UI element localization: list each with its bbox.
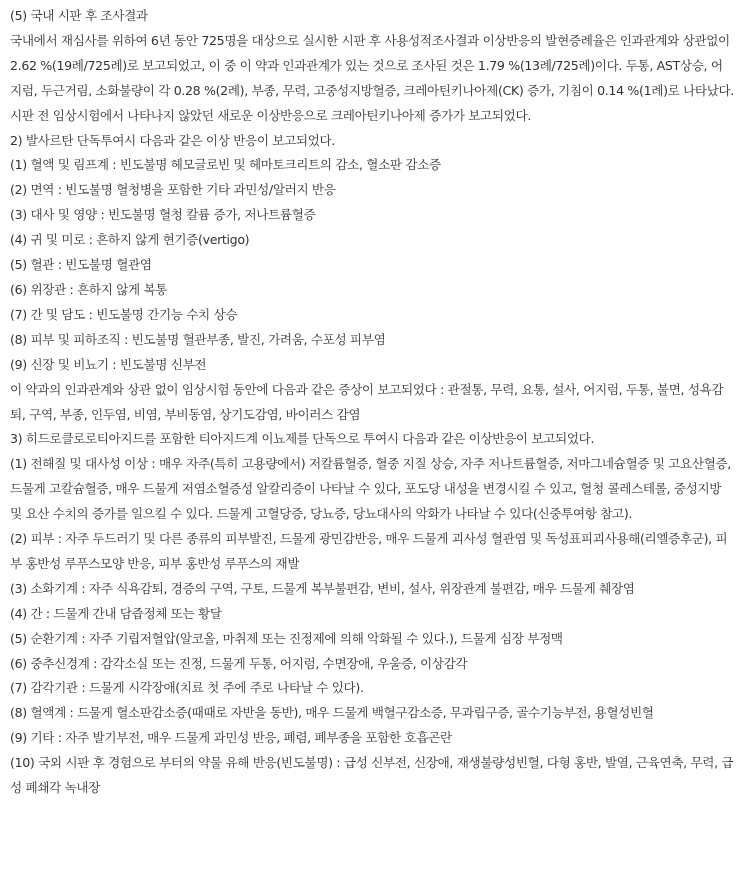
list-item-other: (9) 기타 : 자주 발기부전, 매우 드물게 과민성 반응, 폐렴, 폐부종을 포함한 호흡곤란 — [10, 730, 452, 746]
list-item-digestive: (3) 소화기계 : 자주 식욕감퇴, 경증의 구역, 구토, 드물게 복부불편감, 변비, 설사, 위장관계 불편감, 매우 드물게 췌장염 — [10, 580, 635, 596]
list-item-sensory: (7) 감각기관 : 드물게 시각장애(치료 첫 주에 주로 나타날 수 있다). — [10, 680, 364, 696]
list-item-circulatory: (5) 순환기계 : 자주 기립저혈압(알코올, 마취제 또는 진정제에 의해 악화될 수 있다.), 드물게 심장 부정맥 — [10, 630, 563, 646]
list-item-ear: (4) 귀 및 미로 : 흔하지 않게 현기증(vertigo) — [10, 232, 250, 248]
section-heading-valsartan: 2) 발사르탄 단독투여시 다음과 같은 이상 반응이 보고되었다. — [10, 132, 336, 148]
list-item-renal: (9) 신장 및 비뇨기 : 빈도불명 신부전 — [10, 356, 207, 372]
list-item-hematologic: (8) 혈액계 : 드물게 혈소판감소증(때때로 자반을 동반), 매우 드물게 백혈구감소증, 무과립구증, 골수기능부전, 용혈성빈혈 — [10, 705, 654, 721]
section-heading-postmarketing-survey: (5) 국내 시판 후 조사결과 — [10, 8, 148, 23]
list-item-immune: (2) 면역 : 빈도불명 혈청병을 포함한 기타 과민성/알러지 반응 — [10, 182, 336, 198]
list-item-overseas-postmarketing: (10) 국외 시판 후 경험으로 부터의 약물 유해 반응(빈도불명) : 급성 신부전, 신장애, 재생불량성빈혈, 다형 홍반, 발열, 근육연축, 무력, 급성 폐쇄각 녹내장 — [10, 755, 734, 796]
list-item-thiazide-skin: (2) 피부 : 자주 두드러기 및 다른 종류의 피부발진, 드물게 광민감반응, 매우 드물게 괴사성 혈관염 및 독성표피괴사용해(리엘증후군), 피부 홍반성 루푸스모양 반응, 피부 홍반성 루푸스의 재발 — [10, 531, 728, 571]
paragraph-postmarketing-results: 국내에서 재심사를 위하여 6년 동안 725명을 대상으로 실시한 시판 후 사용성적조사결과 이상반응의 발현증례율은 인과관계와 상관없이 2.62 %(19례/725례)로 보고되었고, 이 중 이 약과 인과관계가 있는 것으로 조사된 것은 1.79 %(13례/725례)이다. 두통, AST상승, 어지럼, 두근거림, 소화불량이 각 0.28 %(2례), 부종, 무력, 고중성지방혈증, 크레아틴키나아제(CK) 증가, 기침이 0.14 %(1례)로 나타났다. 시판 전 임상시험에서 나타나지 않았던 새로운 이상반응으로 크레아틴키나아제 증가가 보고되었다. — [10, 32, 735, 123]
list-item-metabolism: (3) 대사 및 영양 : 빈도불명 혈청 칼륨 증가, 저나트륨혈증 — [10, 207, 316, 223]
section-heading-thiazide: 3) 히드로클로로티아지드를 포함한 티아지드계 이뇨제를 단독으로 투여시 다음과 같은 이상반응이 보고되었다. — [10, 431, 595, 447]
list-item-vascular: (5) 혈관 : 빈도불명 혈관염 — [10, 257, 152, 273]
list-item-liver: (4) 간 : 드물게 간내 담즙정체 또는 황달 — [10, 605, 222, 621]
list-item-skin: (8) 피부 및 피하조직 : 빈도불명 혈관부종, 발진, 가려움, 수포성 피부염 — [10, 331, 386, 347]
list-item-electrolyte: (1) 전해질 및 대사성 이상 : 매우 자주(특히 고용량에서) 저칼륨혈증, 혈중 지질 상승, 자주 저나트륨혈증, 저마그네슘혈증 및 고요산혈증, 드물게 고칼슘혈증, 매우 드물게 저염소혈증성 알칼리증이 나타날 수 있다, 포도당 내성을 변경시킬 수 있고, 혈청 콜레스테롤, 중성지방 및 요산 수치의 증가를 일으킬 수 있다. 드물게 고혈당증, 당뇨증, 당뇨대사의 악화가 나타날 수 있다(신중투여항 참고). — [10, 456, 731, 522]
paragraph-clinical-trial-symptoms: 이 약과의 인과관계와 상관 없이 임상시험 동안에 다음과 같은 증상이 보고되었다 : 관절통, 무력, 요통, 설사, 어지럼, 두통, 불면, 성욕감퇴, 구역, 부종, 인두염, 비염, 부비동염, 상기도감염, 바이러스 감염 — [10, 381, 724, 422]
list-item-cns: (6) 중추신경계 : 감각소실 또는 진정, 드물게 두통, 어지럼, 수면장애, 우울증, 이상감각 — [10, 655, 468, 671]
list-item-gastrointestinal: (6) 위장관 : 흔하지 않게 복통 — [10, 281, 168, 297]
list-item-blood-lymph: (1) 혈액 및 림프계 : 빈도불명 헤모글로빈 및 헤마토크리트의 감소, 혈소판 감소증 — [10, 157, 441, 173]
list-item-hepatobiliary: (7) 간 및 담도 : 빈도불명 간기능 수치 상승 — [10, 306, 238, 322]
